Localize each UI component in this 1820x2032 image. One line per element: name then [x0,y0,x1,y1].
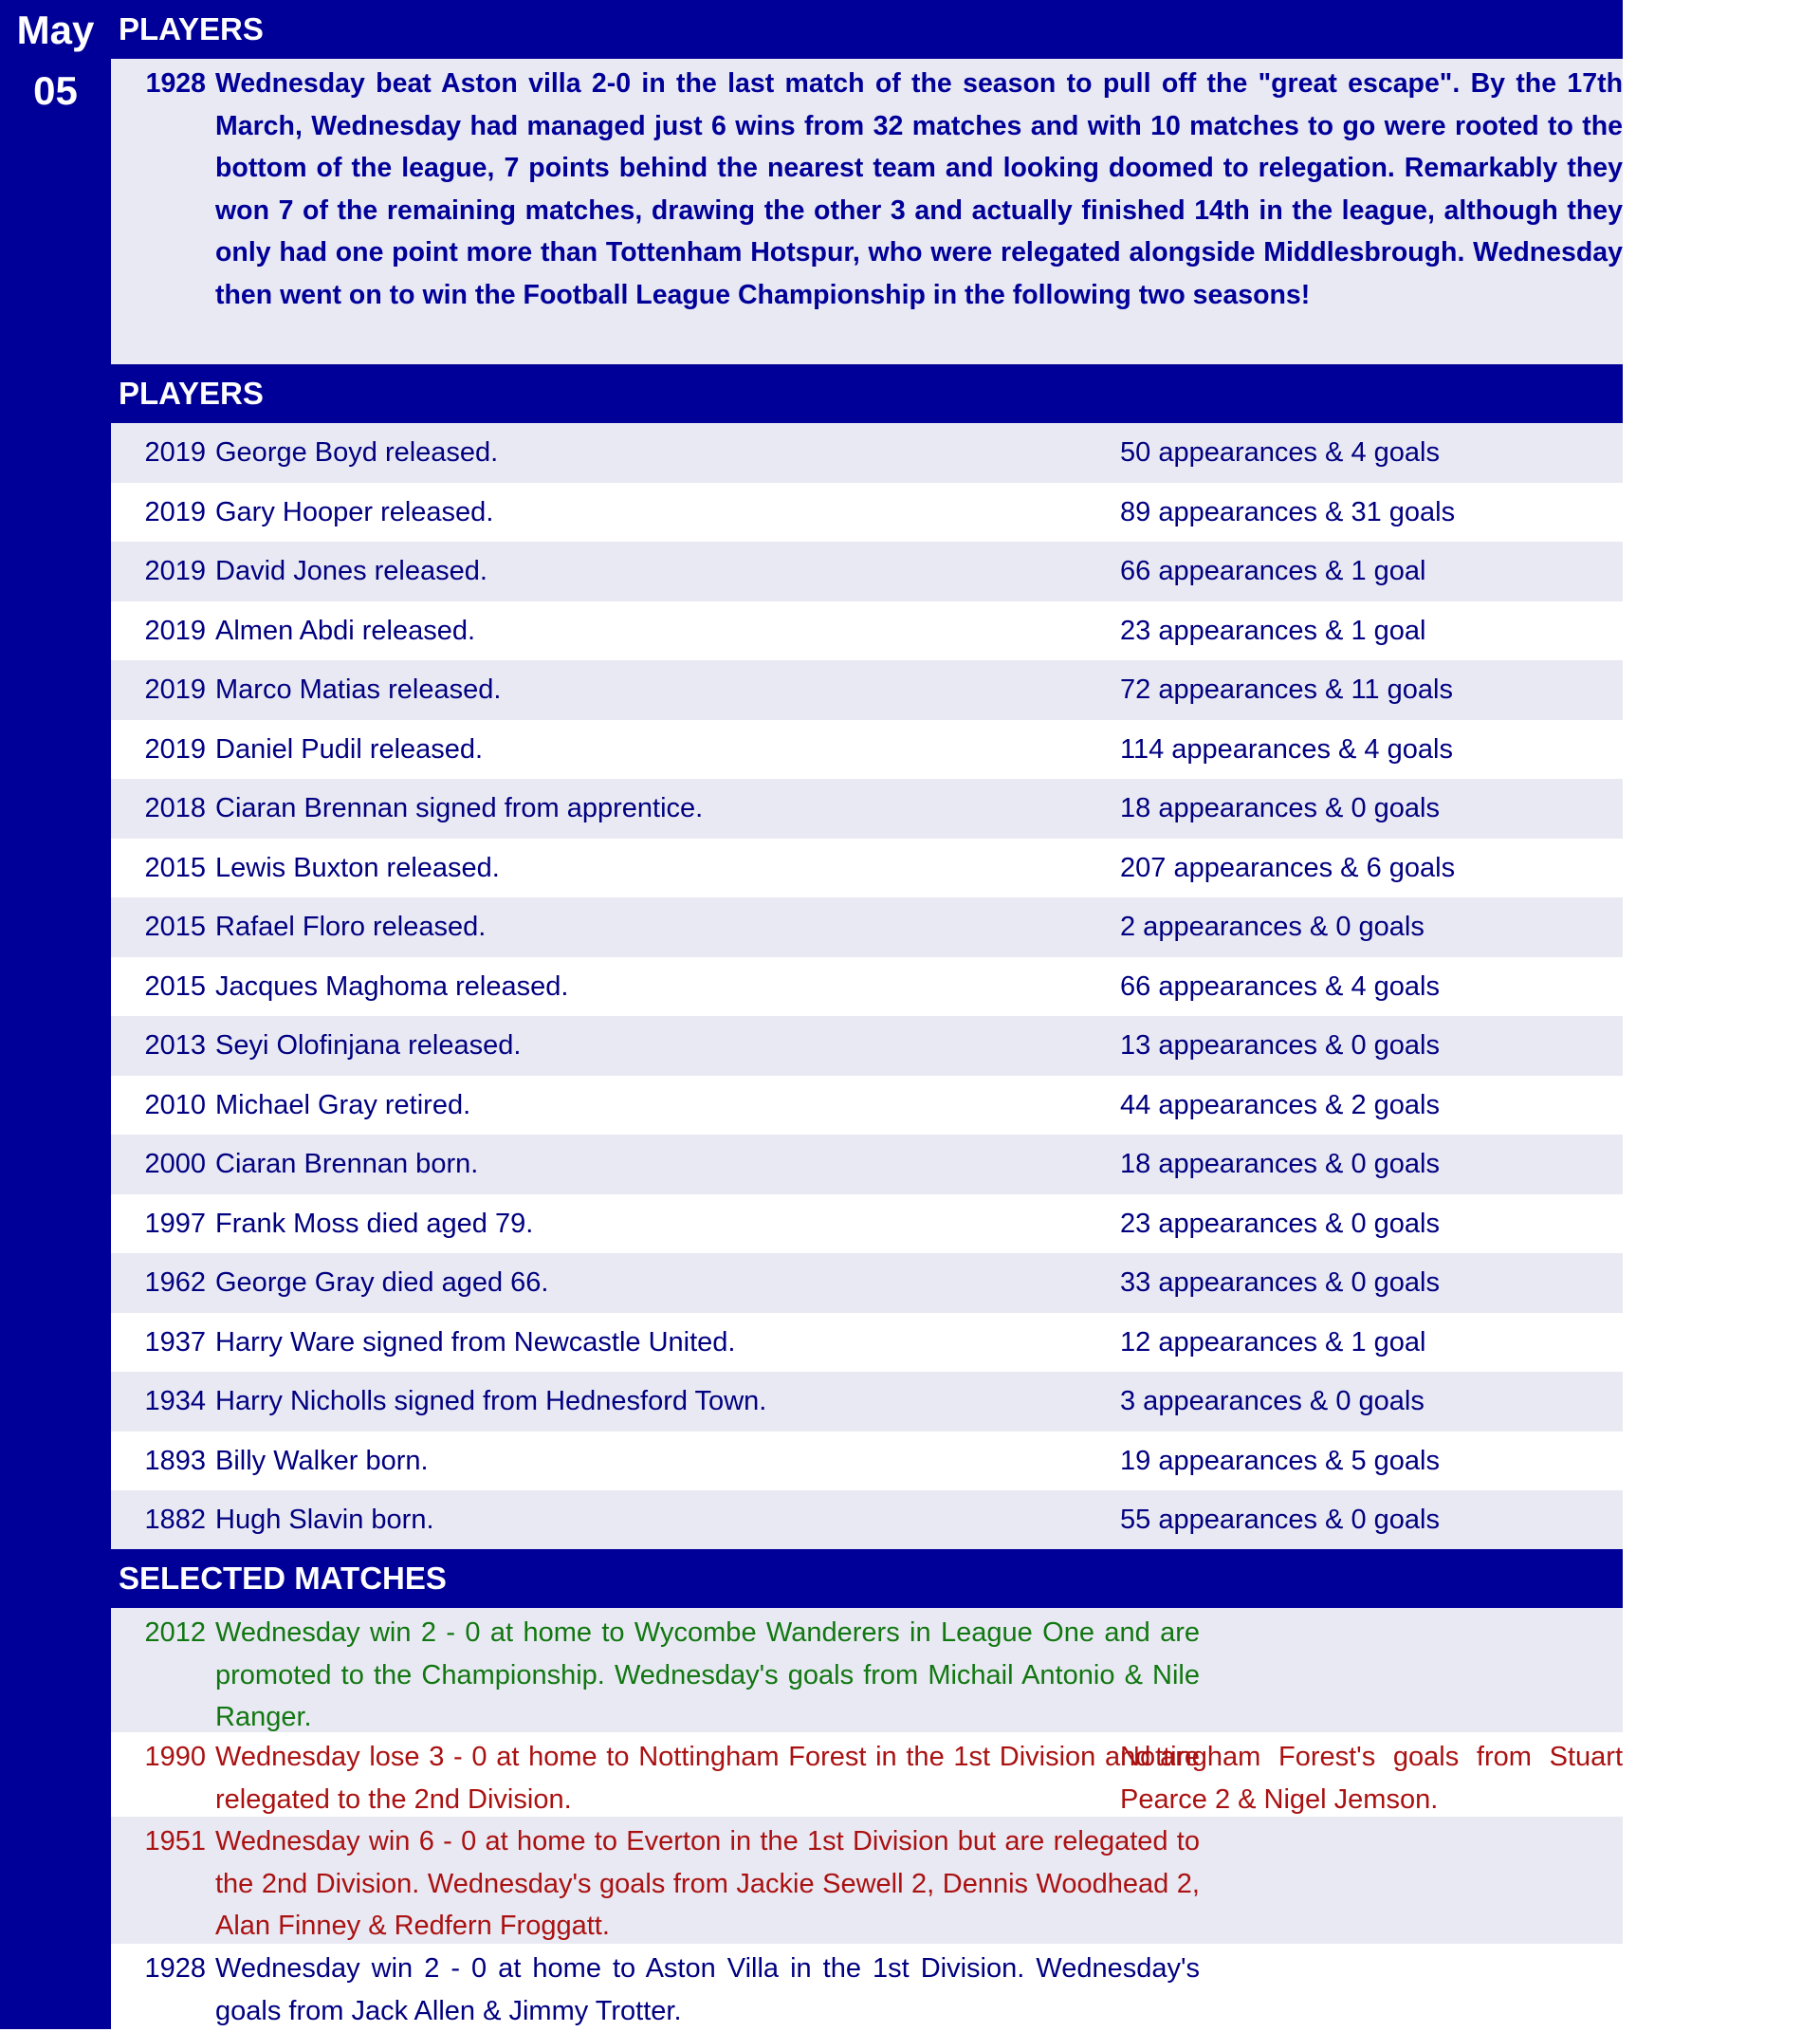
player-row [111,1016,1623,1076]
player-row [111,483,1623,543]
player-stats: 18 appearances & 0 goals [1120,793,1440,823]
player-stats: 18 appearances & 0 goals [1120,1149,1440,1179]
match-year: 1990 [144,1742,206,1772]
player-event: Ciaran Brennan signed from apprentice. [215,793,704,823]
player-stats: 50 appearances & 4 goals [1120,437,1440,468]
player-row [111,1490,1623,1550]
player-row [111,1372,1623,1432]
player-year: 1882 [144,1505,206,1535]
player-year: 2019 [144,674,206,705]
player-row [111,957,1623,1017]
history-heading: PLAYERS [111,0,1623,59]
player-stats: 44 appearances & 2 goals [1120,1089,1440,1120]
player-year: 2015 [144,912,206,942]
player-year: 2000 [144,1149,206,1179]
player-row [111,1253,1623,1313]
player-stats: 66 appearances & 1 goal [1120,556,1426,586]
player-stats: 66 appearances & 4 goals [1120,970,1440,1002]
player-row [111,897,1623,957]
player-event: Gary Hooper released. [215,496,494,527]
player-stats: 207 appearances & 6 goals [1120,852,1456,883]
player-event: Jacques Maghoma released. [215,970,569,1002]
player-row [111,1194,1623,1254]
history-year: 1928 [145,68,206,99]
player-event: Billy Walker born. [215,1445,429,1476]
player-event: David Jones released. [215,556,487,586]
player-stats: 55 appearances & 0 goals [1120,1505,1440,1535]
player-year: 2019 [144,733,206,765]
match-note: Nottingham Forest's goals from Stuart Pearce 2 & Nigel Jemson. [1120,1742,1623,1815]
player-event: Harry Ware signed from Newcastle United. [215,1326,736,1358]
player-year: 2015 [144,852,206,883]
player-stats: 12 appearances & 1 goal [1120,1326,1426,1358]
player-event: George Boyd released. [215,437,499,468]
player-row [111,601,1623,661]
player-stats: 89 appearances & 31 goals [1120,496,1456,527]
player-row [111,839,1623,898]
player-year: 2018 [144,793,206,823]
match-text: Wednesday win 6 - 0 at home to Everton in the 1st Division but are relegated to the 2nd Division. Wednesday's goals from Jackie Sewell 2, Dennis Woodhead 2, Alan Finney & Redfern Froggatt. [215,1826,1200,1941]
player-row [111,542,1623,601]
player-event: Michael Gray retired. [215,1089,471,1120]
match-row [111,1944,1623,2029]
match-text: Wednesday win 2 - 0 at home to Aston Villa in the 1st Division. Wednesday's goals from Jack Allen & Jimmy Trotter. [215,1953,1200,2026]
player-row [111,1313,1623,1373]
player-event: Seyi Olofinjana released. [215,1030,522,1061]
player-year: 2015 [144,970,206,1002]
player-stats: 2 appearances & 0 goals [1120,912,1425,942]
player-year: 1893 [144,1445,206,1476]
player-year: 2019 [144,496,206,527]
player-year: 2013 [144,1030,206,1061]
player-year: 1934 [144,1386,206,1416]
player-row [111,423,1623,483]
day-label: 05 [33,68,78,113]
player-event: Marco Matias released. [215,674,502,705]
content-panel [111,0,1623,2029]
player-event: Harry Nicholls signed from Hednesford Town. [215,1386,767,1416]
player-year: 2010 [144,1089,206,1120]
players-heading: PLAYERS [111,364,1623,423]
player-event: Daniel Pudil released. [215,733,484,765]
player-row [111,1432,1623,1491]
match-row [111,1608,1623,1732]
player-event: Frank Moss died aged 79. [215,1208,534,1239]
player-row [111,720,1623,780]
matches-heading: SELECTED MATCHES [111,1549,1623,1608]
match-year: 2012 [144,1617,206,1648]
player-event: Rafael Floro released. [215,912,487,942]
month-label: May [16,8,95,52]
match-row [111,1732,1623,1817]
history-entry [111,59,1623,364]
player-event: Almen Abdi released. [215,615,476,646]
player-stats: 3 appearances & 0 goals [1120,1386,1425,1416]
player-event: Ciaran Brennan born. [215,1149,479,1179]
player-event: Hugh Slavin born. [215,1505,434,1535]
date-sidebar [0,0,111,2029]
player-row [111,1135,1623,1194]
player-event: Lewis Buxton released. [215,852,500,883]
match-year: 1951 [144,1826,206,1857]
player-row [111,779,1623,839]
player-year: 2019 [144,437,206,468]
match-text: Wednesday win 2 - 0 at home to Wycombe Wanderers in League One and are promoted to the Championship. Wednesday's goals from Michail Antonio & Nile Ranger. [215,1617,1200,1732]
player-stats: 114 appearances & 4 goals [1120,733,1453,765]
match-row [111,1817,1623,1944]
player-stats: 13 appearances & 0 goals [1120,1030,1440,1061]
player-stats: 72 appearances & 11 goals [1120,674,1453,705]
match-text: Wednesday lose 3 - 0 at home to Nottingham Forest in the 1st Division and are relegated to the 2nd Division. [215,1742,1200,1815]
player-row [111,660,1623,720]
player-stats: 33 appearances & 0 goals [1120,1267,1440,1298]
player-year: 2019 [144,615,206,646]
player-year: 2019 [144,556,206,586]
history-text: Wednesday beat Aston villa 2-0 in the last match of the season to pull off the "great escape". By the 17th March, Wednesday had managed just 6 wins from 32 matches and with 10 matches to go were rooted to the bottom of the league, 7 points behind the nearest team and looking doomed to relegation. Remarkably they won 7 of the remaining matches, drawing the other 3 and actually finished 14th in the league, although they only had one point more than Tottenham Hotspur, who were relegated alongside Middlesbrough. Wednesday then went on to win the Football League Championship in the following two seasons! [215,68,1623,310]
player-stats: 19 appearances & 5 goals [1120,1445,1440,1476]
player-row [111,1076,1623,1136]
player-stats: 23 appearances & 1 goal [1120,615,1426,646]
player-year: 1937 [144,1326,206,1358]
player-event: George Gray died aged 66. [215,1267,549,1298]
player-year: 1962 [144,1267,206,1298]
player-year: 1997 [144,1208,206,1239]
match-year: 1928 [144,1953,206,1984]
player-stats: 23 appearances & 0 goals [1120,1208,1440,1239]
